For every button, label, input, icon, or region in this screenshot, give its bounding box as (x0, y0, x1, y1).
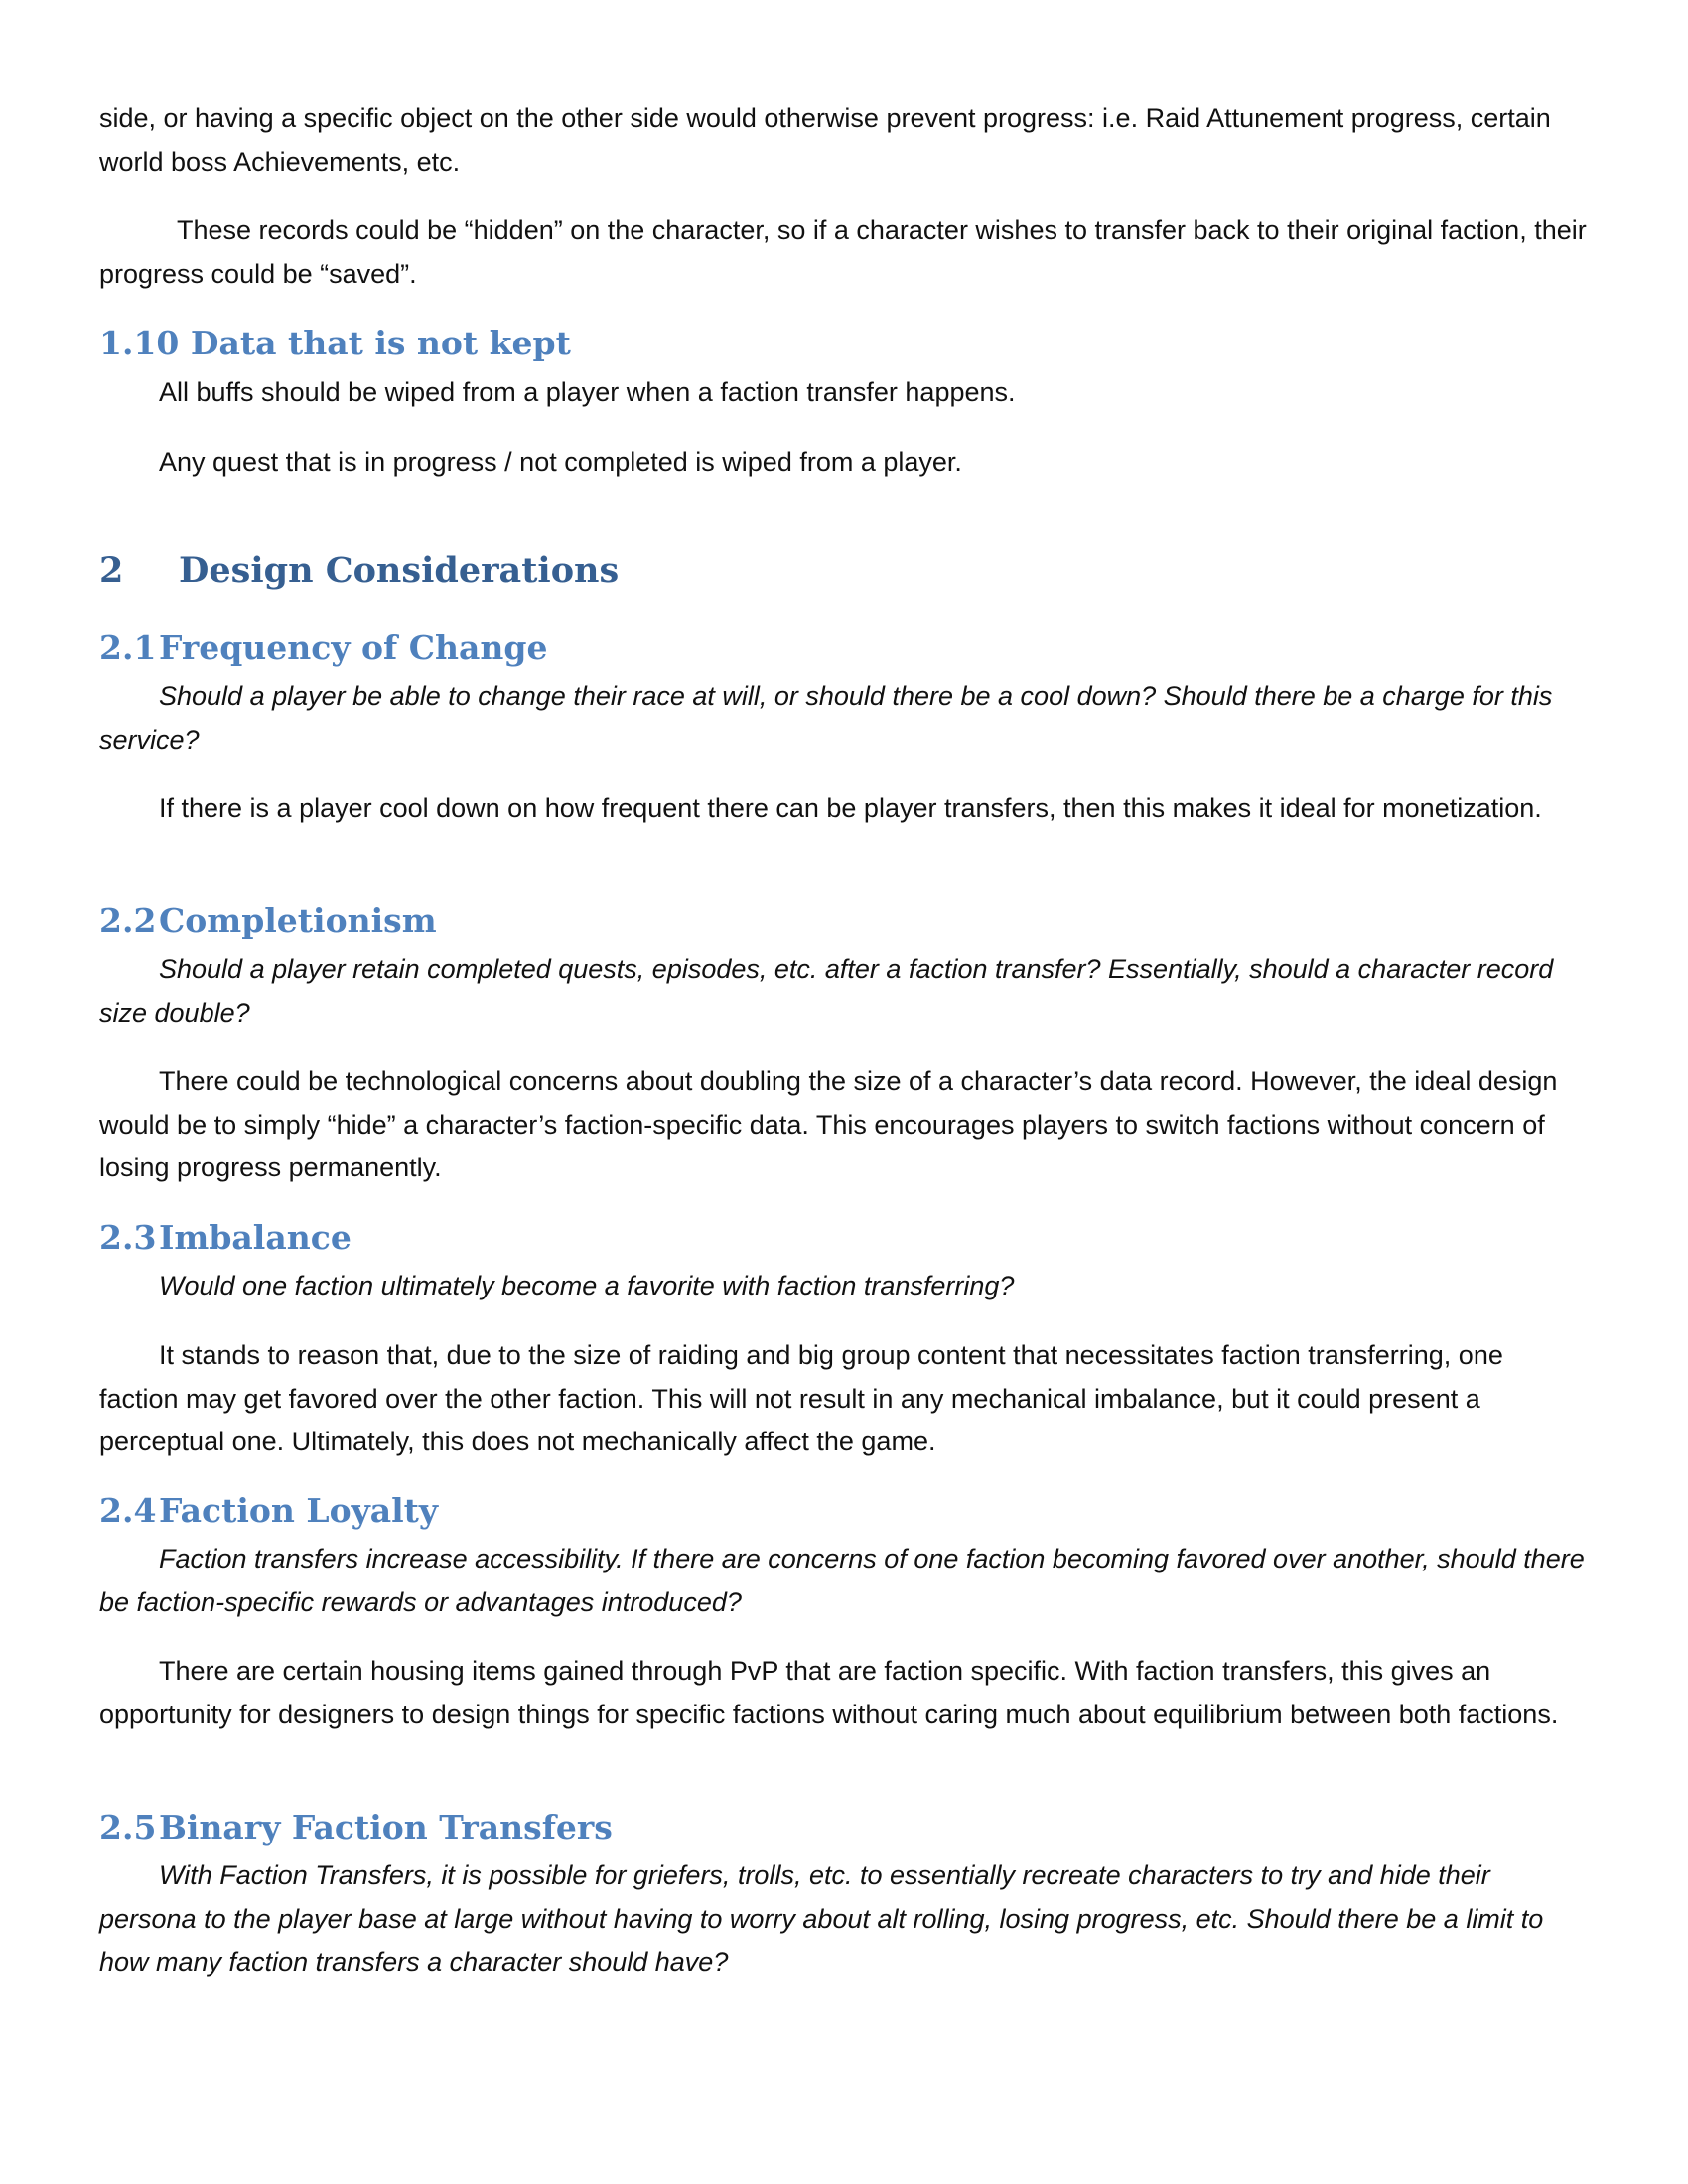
question-text: Should a player be able to change their race at will, or should there be a cool down? Should there be a charge for this service? (99, 681, 1553, 754)
answer-text: It stands to reason that, due to the size of raiding and big group content that necessitates faction transferring, one faction may get favored over the other faction. This will not result in any mechanical imbalance, but it could present a perceptual one. Ultimately, this does not mechanically affect the game. (99, 1340, 1503, 1456)
paragraph-quests (99, 441, 1589, 484)
section-title: Design Considerations (179, 550, 620, 591)
paragraph-text: These records could be “hidden” on the character, so if a character wishes to transfer back to their original faction, their progress could be “saved”. (99, 215, 1587, 289)
answer-2-1 (99, 787, 1589, 831)
section-title: Imbalance (159, 1218, 352, 1257)
question-2-4 (99, 1538, 1589, 1624)
paragraph-text: side, or having a specific object on the other side would otherwise prevent progress: i.e. Raid Attunement progress, certain world boss Achievements, etc. (99, 103, 1551, 177)
section-number: 2.3 (99, 1218, 157, 1257)
paragraph-buffs (99, 371, 1589, 415)
heading-2-5 (99, 1808, 613, 1846)
paragraph-text: All buffs should be wiped from a player when a faction transfer happens. (159, 377, 1016, 407)
heading-2-4 (99, 1491, 438, 1530)
heading-2-3 (99, 1218, 352, 1257)
section-title: Faction Loyalty (159, 1491, 439, 1530)
question-2-3 (99, 1265, 1589, 1308)
question-2-1 (99, 675, 1589, 761)
question-text: Would one faction ultimately become a favorite with faction transferring? (159, 1271, 1015, 1300)
section-title: Completionism (159, 901, 437, 940)
answer-text: There are certain housing items gained through PvP that are faction specific. With faction transfers, this gives an opportunity for designers to design things for specific factions without caring much about equilibrium between both factions. (99, 1656, 1559, 1729)
paragraph-hidden-records (99, 209, 1589, 296)
question-2-2 (99, 948, 1589, 1034)
answer-2-2 (99, 1060, 1589, 1190)
question-text: Faction transfers increase accessibility. If there are concerns of one faction becoming favored over another, should there be faction-specific rewards or advantages introduced? (99, 1544, 1585, 1617)
question-text: Should a player retain completed quests, episodes, etc. after a faction transfer? Essentially, should a character record size double? (99, 954, 1554, 1027)
section-number: 2.4 (99, 1491, 157, 1530)
paragraph-continued (99, 97, 1589, 184)
section-number: 2.5 (99, 1808, 157, 1846)
heading-1-10: 1.10 Data that is not kept (99, 324, 571, 362)
heading-2-1 (99, 628, 547, 667)
answer-2-3 (99, 1334, 1589, 1464)
paragraph-text: Any quest that is in progress / not completed is wiped from a player. (159, 447, 962, 477)
section-number: 2.1 (99, 628, 157, 667)
section-title: Frequency of Change (159, 628, 548, 667)
question-text: With Faction Transfers, it is possible for griefers, trolls, etc. to essentially recreate characters to try and hide their persona to the player base at large without having to worry about alt rolling, losing progress, etc. Should there be a limit to how many faction transfers a character should have? (99, 1860, 1544, 1977)
heading-2-2 (99, 901, 437, 940)
section-number: 2.2 (99, 901, 157, 940)
answer-text: If there is a player cool down on how frequent there can be player transfers, then this makes it ideal for monetization. (159, 793, 1542, 823)
question-2-5 (99, 1854, 1589, 1984)
section-title: Binary Faction Transfers (159, 1808, 613, 1846)
heading-2 (99, 550, 619, 591)
answer-text: There could be technological concerns about doubling the size of a character’s data record. However, the ideal design would be to simply “hide” a character’s faction-specific data. This encourages players to switch factions without concern of losing progress permanently. (99, 1066, 1558, 1182)
answer-2-4 (99, 1650, 1589, 1736)
section-number: 2 (99, 550, 124, 591)
